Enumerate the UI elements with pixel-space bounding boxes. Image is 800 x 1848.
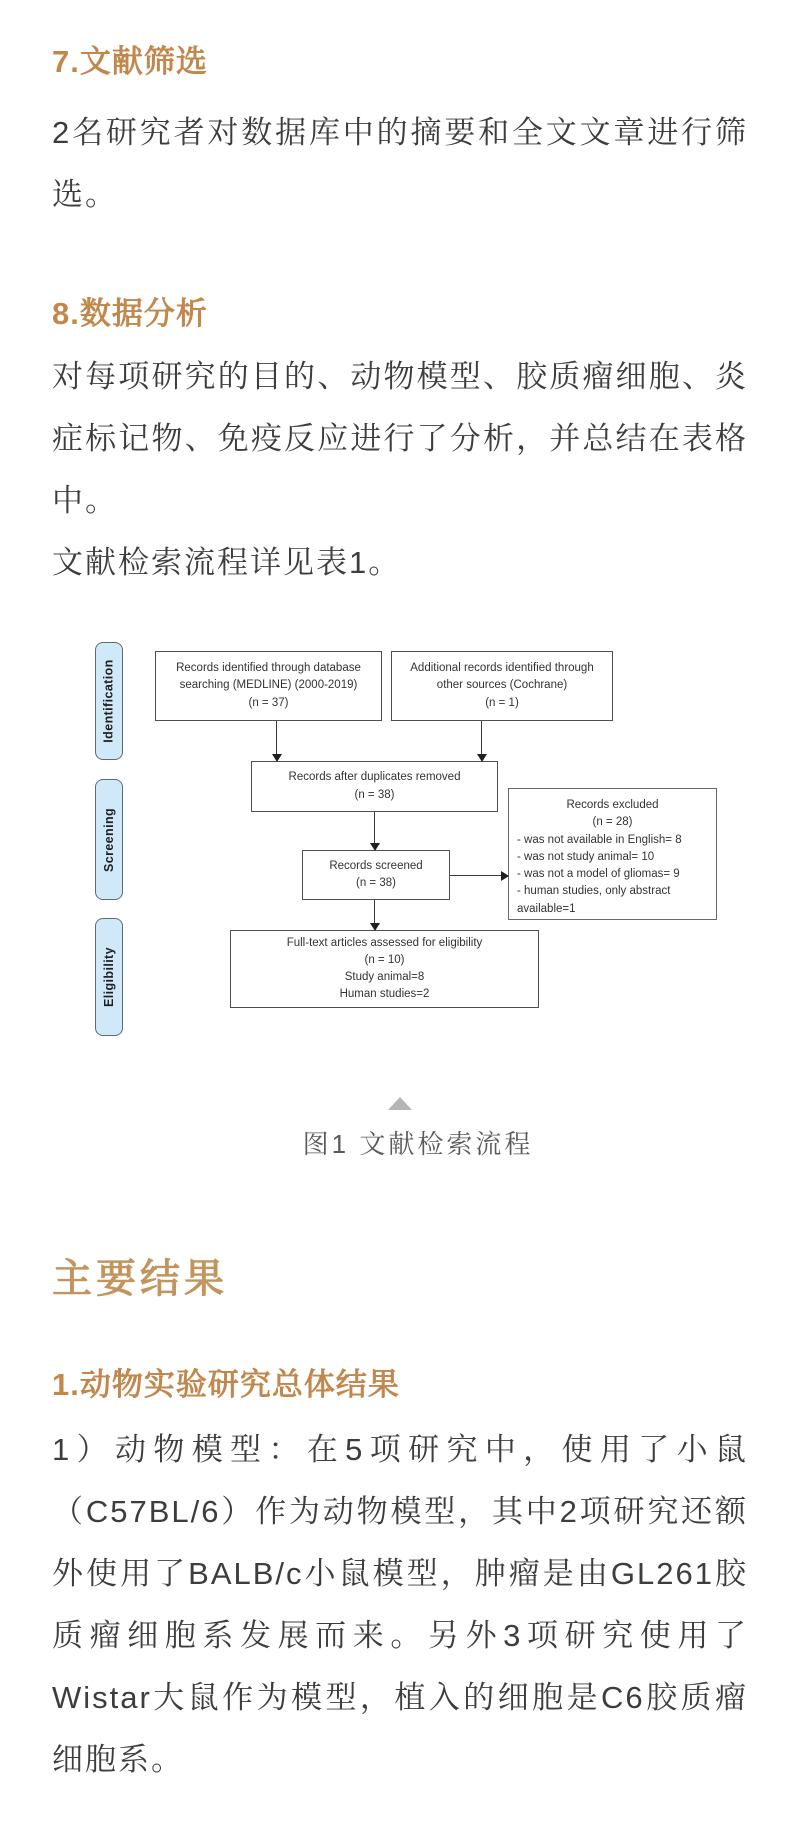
flow-box-n: (n = 37) (248, 696, 289, 709)
flow-box-duplicates-removed (251, 761, 498, 812)
flow-box-n: (n = 10) (364, 953, 405, 966)
section-7-heading: 7.文献筛选 (52, 44, 208, 79)
flow-box-n: (n = 1) (485, 696, 519, 709)
exclusion-reason: - human studies, only abstract available=1 (517, 885, 671, 915)
flow-box-title: Full-text articles assessed for eligibility (286, 936, 483, 949)
flow-box-title: Records identified through database searching (MEDLINE) (2000-2019) (176, 662, 361, 692)
down-arrow-icon (276, 721, 277, 754)
flow-box-fulltext-assessed (230, 930, 539, 1008)
prisma-flow-diagram (0, 630, 800, 1040)
flow-box-n: (n = 38) (354, 788, 395, 801)
flow-box-records-screened (302, 850, 450, 900)
figure-caption: 图1 文献检索流程 (302, 1129, 534, 1159)
flow-box-detail: Study animal=8 (344, 971, 425, 983)
flow-box-detail: Human studies=2 (339, 988, 430, 1001)
stage-label-screening: Screening (102, 807, 117, 872)
flow-box-n: (n = 38) (356, 877, 396, 889)
section-7-paragraph: 2名研究者对数据库中的摘要和全文文章进行筛选。 (52, 115, 748, 212)
right-arrow-icon (450, 875, 501, 876)
section-8-heading: 8.数据分析 (52, 296, 208, 331)
stage-tab-eligibility (95, 918, 123, 1036)
stage-tab-identification (95, 642, 123, 760)
flow-box-title: Records excluded (566, 799, 659, 811)
flow-box-records-excluded (508, 788, 717, 920)
down-arrow-icon (374, 812, 375, 843)
exclusion-reason: - was not available in English= 8 (517, 833, 682, 846)
collapse-triangle-icon (388, 1097, 412, 1110)
down-arrow-icon (374, 900, 375, 923)
results-sub1-heading: 1.动物实验研究总体结果 (52, 1367, 400, 1402)
stage-tab-screening (95, 779, 123, 900)
exclusion-reason: - was not study animal= 10 (517, 850, 655, 863)
section-8-paragraph-2: 文献检索流程详见表1。 (52, 545, 402, 580)
article-body (0, 44, 800, 1791)
section-8-paragraph: 对每项研究的目的、动物模型、胶质瘤细胞、炎症标记物、免疫反应进行了分析，并总结在表格中。 (52, 359, 748, 518)
flow-box-title: Additional records identified through other sources (Cochrane) (410, 662, 594, 692)
flow-box-records-identified (155, 651, 382, 721)
stage-label-eligibility: Eligibility (102, 947, 116, 1007)
flow-box-title: Records screened (329, 859, 423, 872)
flow-box-title: Records after duplicates removed (288, 771, 461, 784)
flow-box-additional-records (391, 651, 613, 721)
results-sub1-paragraph: 1）动物模型：在5项研究中，使用了小鼠（C57BL/6）作为动物模型，其中2项研究还额外使用了BALB/c小鼠模型，肿瘤是由GL261胶质瘤细胞系发展而来。另外3项研究使用了Wistar大鼠作为模型，植入的细胞是C6胶质瘤细胞系。 (52, 1432, 748, 1777)
exclusion-reason: - was not a model of gliomas= 9 (517, 868, 680, 880)
down-arrow-icon (481, 721, 482, 754)
flow-box-n: (n = 28) (592, 816, 633, 829)
main-results-heading: 主要结果 (52, 1255, 228, 1302)
stage-label-identification: Identification (102, 659, 117, 743)
